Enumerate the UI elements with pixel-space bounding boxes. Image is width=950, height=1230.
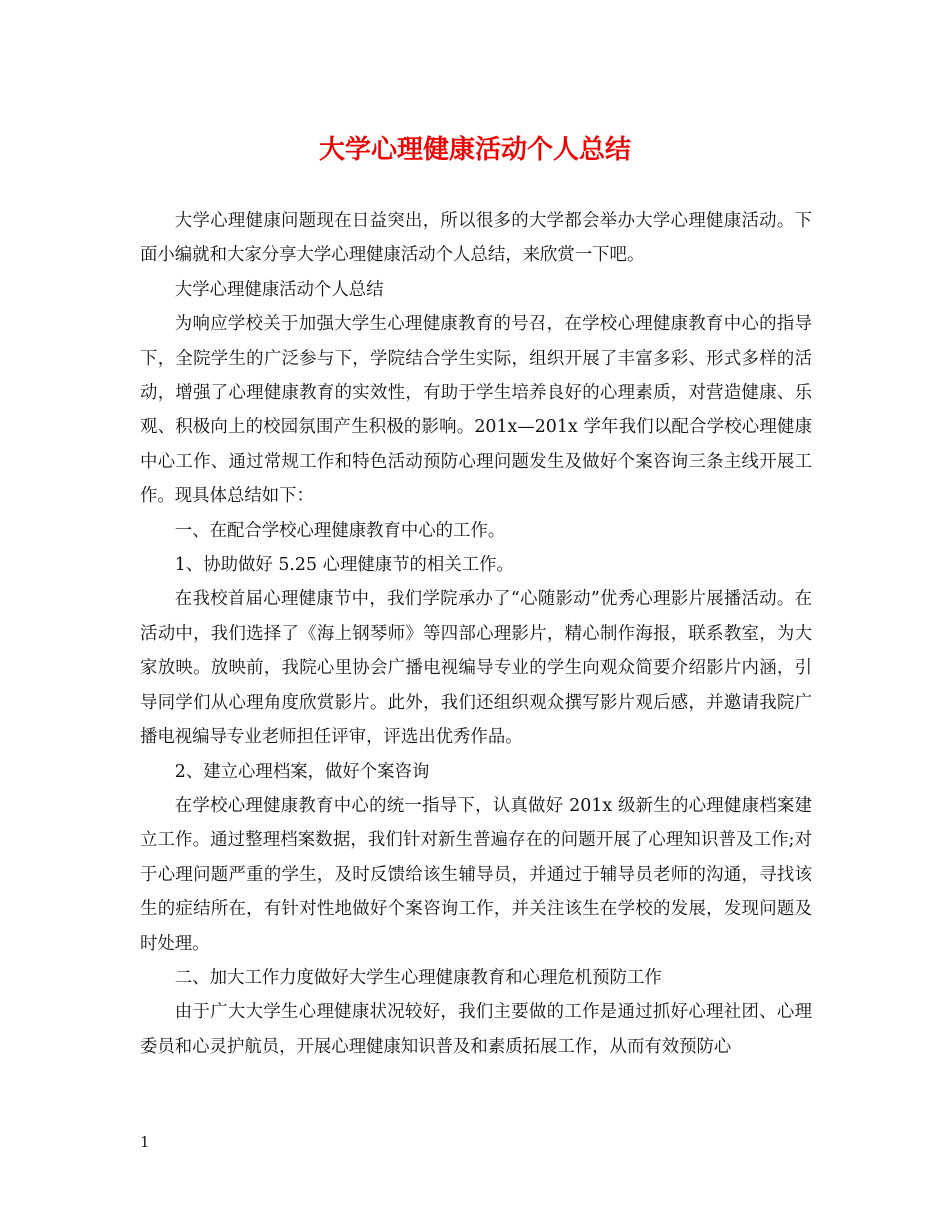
page-number: 1 (140, 1133, 150, 1151)
paragraph-subtitle: 大学心理健康活动个人总结 (174, 279, 384, 300)
subsection-heading-two: 2、建立心理档案，做好个案咨询 (174, 761, 430, 782)
paragraph-prevention: 由于广大大学生心理健康状况较好，我们主要做的工作是通过抓好心理社团、心理委员和心灵护航员，开展心理健康知识普及和素质拓展工作，从而有效预防心 (140, 1002, 812, 1057)
document-title: 大学心理健康活动个人总结 (318, 135, 631, 165)
subsection-heading-one: 1、协助做好 5.25 心理健康节的相关工作。 (174, 555, 514, 576)
paragraph-archives: 在学校心理健康教育中心的统一指导下，认真做好 201x 级新生的心理健康档案建立工作。通过整理档案数据，我们针对新生普遍存在的问题开展了心理知识普及工作;对于心理问题严重的学生，及时反馈给该生辅导员，并通过于辅导员老师的沟通，寻找该生的症结所在，有针对性地做好个案咨询工作，并关注该生在学校的发展，发现问题及时处理。 (140, 795, 812, 954)
paragraph-intro: 大学心理健康问题现在日益突出，所以很多的大学都会举办大学心理健康活动。下面小编就和大家分享大学心理健康活动个人总结，来欣赏一下吧。 (140, 211, 812, 266)
section-heading-one: 一、在配合学校心理健康教育中心的工作。 (174, 520, 506, 541)
section-heading-two: 二、加大工作力度做好大学生心理健康教育和心理危机预防工作 (174, 967, 662, 988)
paragraph-overview: 为响应学校关于加强大学生心理健康教育的号召，在学校心理健康教育中心的指导下，全院学生的广泛参与下，学院结合学生实际，组织开展了丰富多彩、形式多样的活动，增强了心理健康教育的实效性，有助于学生培养良好的心理素质，对营造健康、乐观、积极向上的校园氛围产生积极的影响。201x—201x 学年我们以配合学校心理健康中心工作、通过常规工作和特色活动预防心理问题发生及做好个案咨询三条主线开展工作。现具体总结如下： (140, 314, 812, 507)
paragraph-film-festival: 在我校首届心理健康节中，我们学院承办了“心随影动”优秀心理影片展播活动。在活动中，我们选择了《海上钢琴师》等四部心理影片，精心制作海报，联系教室，为大家放映。放映前，我院心里协会广播电视编导专业的学生向观众简要介绍影片内涵，引导同学们从心理角度欣赏影片。此外，我们还组织观众撰写影片观后感，并邀请我院广播电视编导专业老师担任评审，评选出优秀作品。 (140, 589, 812, 748)
document-body (140, 204, 812, 1064)
